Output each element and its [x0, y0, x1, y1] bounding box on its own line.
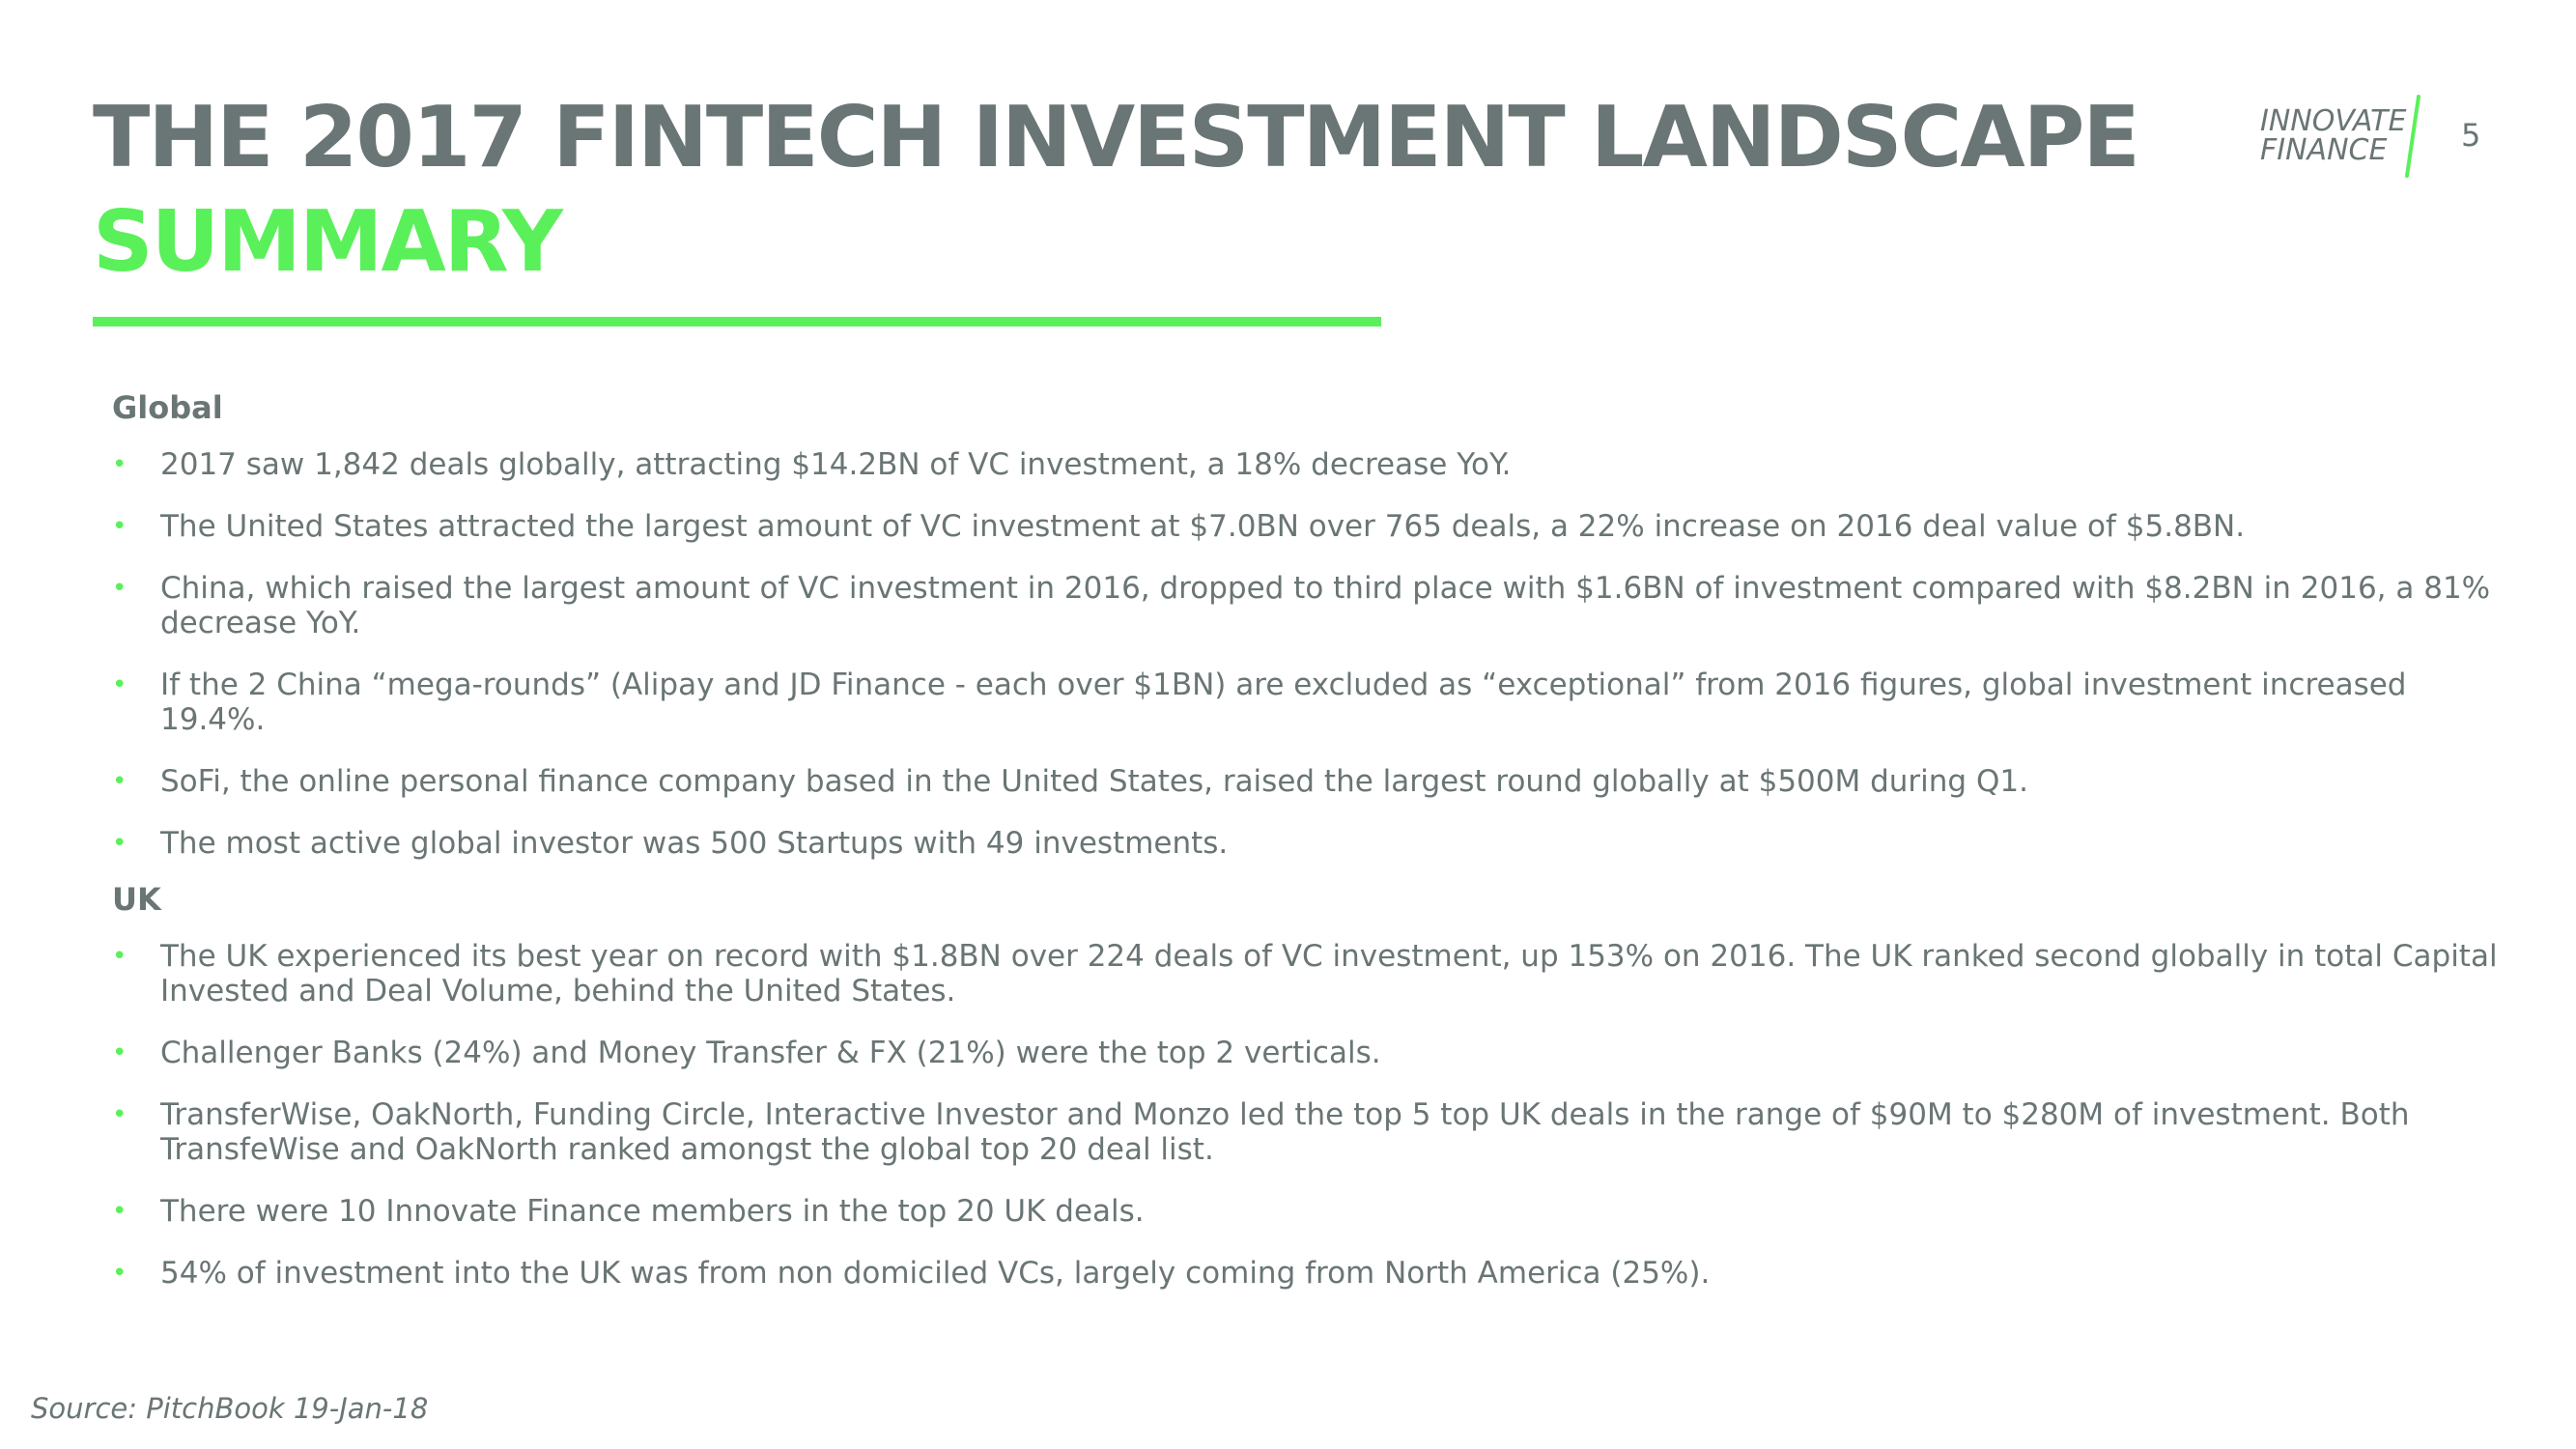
section-heading-global: Global: [112, 389, 223, 426]
bullet-icon: •: [112, 1197, 127, 1226]
bullet-icon: •: [112, 1259, 127, 1288]
list-item: [112, 764, 2517, 799]
bullet-text: The most active global investor was 500 Startups with 49 investments.: [160, 826, 1229, 861]
bullet-text: If the 2 China “mega-rounds” (Alipay and JD Finance - each over $1BN) are excluded as “exceptional” from 2016 figures, global investment increased 19.4%.: [160, 668, 2407, 737]
bullet-text: 54% of investment into the UK was from non domiciled VCs, largely coming from North America (25%).: [160, 1256, 1711, 1291]
section-heading-uk: UK: [112, 881, 161, 918]
innovate-finance-logo: [2260, 95, 2424, 178]
logo-line-1: INNOVATE: [2260, 104, 2407, 138]
list-item: [112, 668, 2517, 737]
logo-slash-icon: [2401, 95, 2422, 178]
bullet-icon: •: [112, 942, 127, 971]
bullet-icon: •: [112, 829, 127, 858]
bullet-text: There were 10 Innovate Finance members in the top 20 UK deals.: [160, 1194, 1145, 1229]
page-number: 5: [2461, 117, 2481, 154]
uk-bullet-list: [112, 939, 2498, 1291]
list-item: [112, 1097, 2517, 1167]
list-item: [112, 1036, 2517, 1070]
logo-line-2: FINANCE: [2260, 133, 2388, 167]
bullet-text: Challenger Banks (24%) and Money Transfer & FX (21%) were the top 2 verticals.: [160, 1036, 1381, 1070]
list-item: [112, 826, 2517, 861]
list-item: [112, 1256, 2517, 1291]
list-item: [112, 1194, 2517, 1229]
list-item: [112, 571, 2517, 640]
bullet-text: The United States attracted the largest amount of VC investment at $7.0BN over 765 deals, a 22% increase on 2016 deal value of $5.8BN.: [160, 509, 2246, 544]
bullet-icon: •: [112, 574, 127, 603]
bullet-icon: •: [112, 767, 127, 796]
list-item: [112, 939, 2517, 1009]
bullet-text: The UK experienced its best year on record with $1.8BN over 224 deals of VC investment, up 153% on 2016. The UK ranked second globally in total Capital Invested and Deal Volume, behind the United States.: [160, 939, 2498, 1009]
bullet-text: SoFi, the online personal finance company based in the United States, raised the largest round globally at $500M during Q1.: [160, 764, 2028, 799]
list-item: [112, 447, 2517, 482]
bullet-icon: •: [112, 670, 127, 699]
global-bullet-list: [112, 447, 2491, 861]
source-note: Source: PitchBook 19-Jan-18: [31, 1392, 429, 1425]
bullet-icon: •: [112, 1100, 127, 1129]
title-underline: [93, 317, 1381, 327]
page-title: THE 2017 FINTECH INVESTMENT LANDSCAPE: [93, 88, 2138, 186]
bullet-icon: •: [112, 450, 127, 479]
bullet-text: China, which raised the largest amount of VC investment in 2016, dropped to third place with $1.6BN of investment compared with $8.2BN in 2016, a 81% decrease YoY.: [160, 571, 2491, 640]
page-subtitle: SUMMARY: [93, 192, 562, 291]
bullet-icon: •: [112, 1038, 127, 1067]
bullet-icon: •: [112, 512, 127, 541]
list-item: [112, 509, 2517, 544]
summary-content: [112, 386, 2498, 1318]
bullet-text: 2017 saw 1,842 deals globally, attracting $14.2BN of VC investment, a 18% decrease YoY.: [160, 447, 1512, 482]
bullet-text: TransferWise, OakNorth, Funding Circle, Interactive Investor and Monzo led the top 5 top UK deals in the range of $90M to $280M of investment. Both TransfeWise and OakNorth ranked amongst the global top 20 deal list.: [160, 1097, 2410, 1167]
